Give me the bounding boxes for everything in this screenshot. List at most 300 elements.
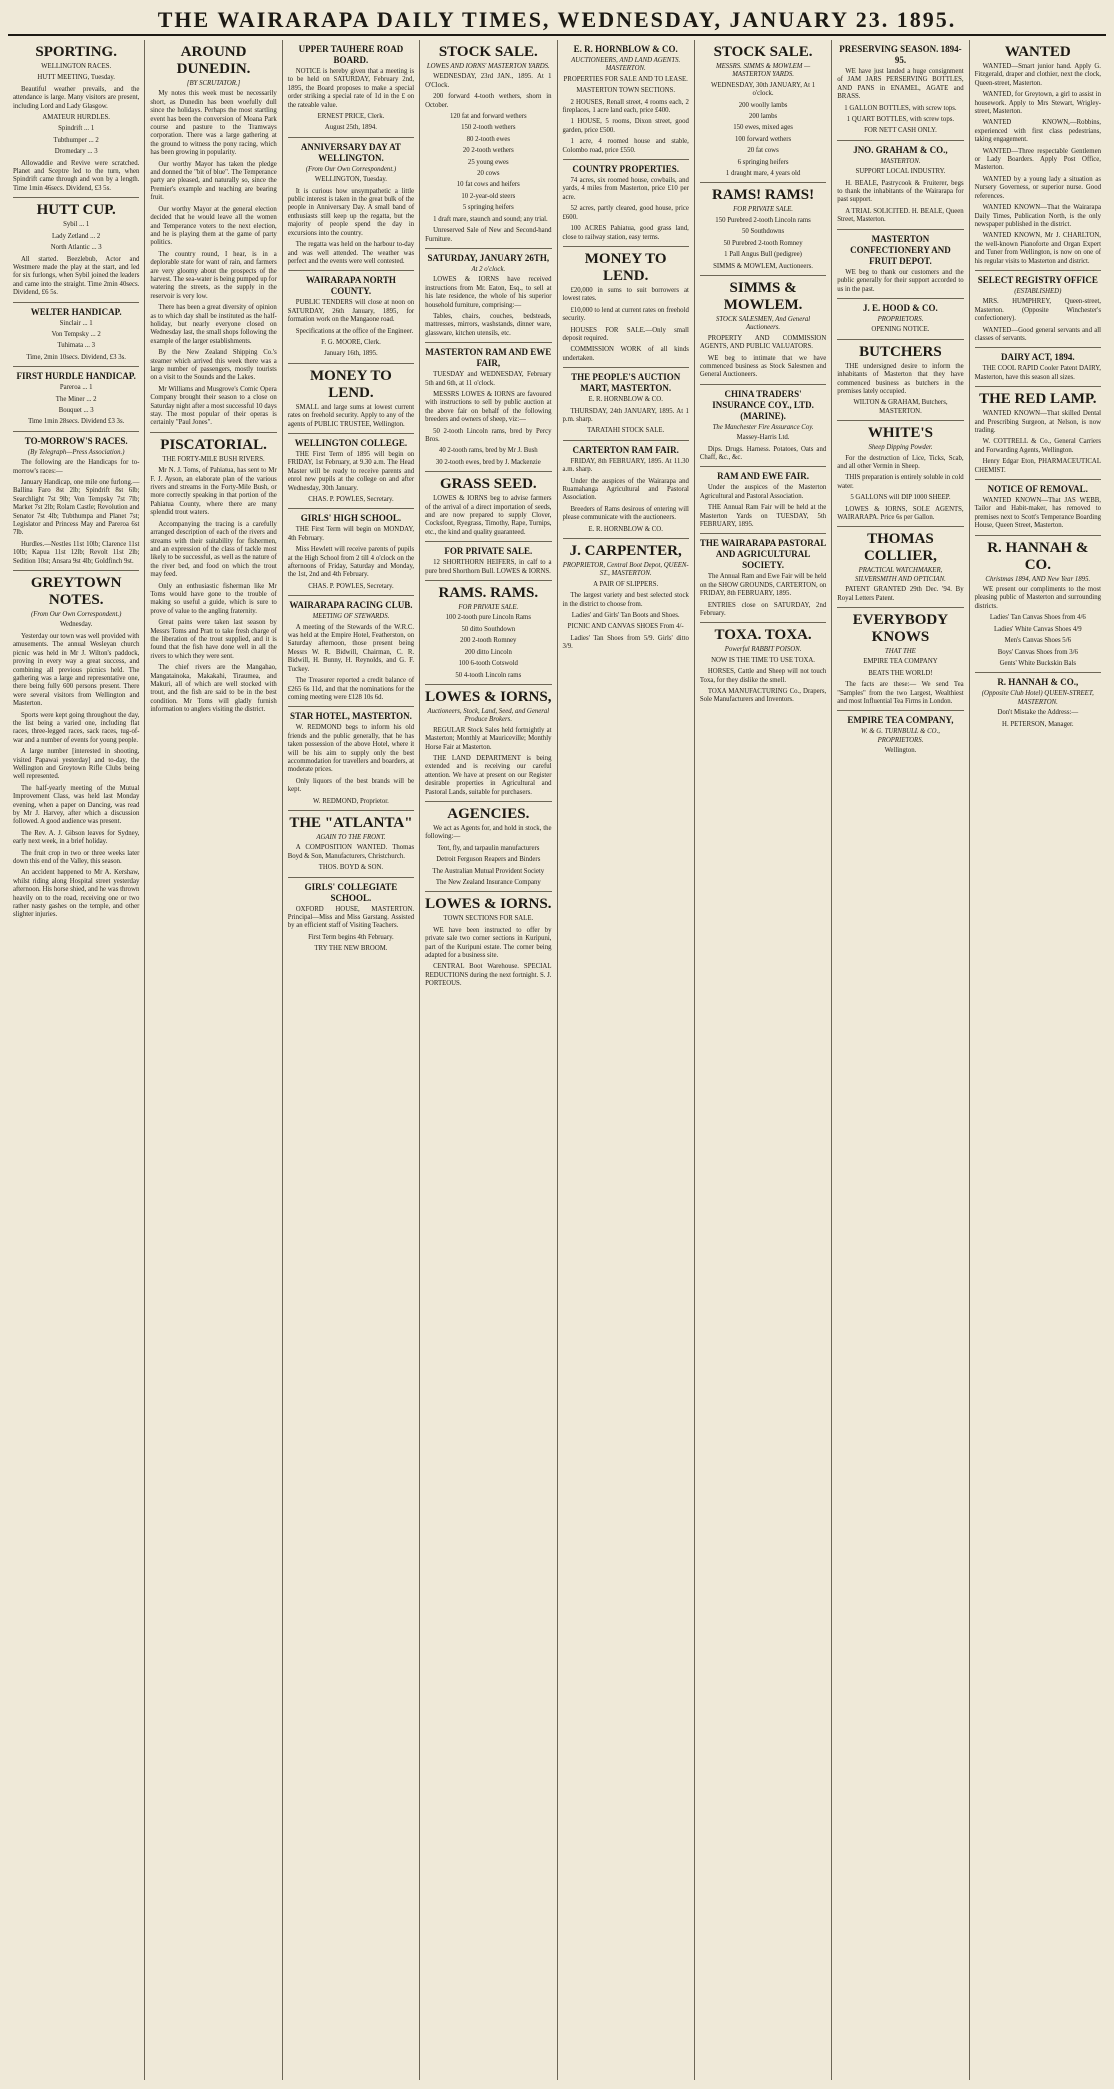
section-divider: [975, 270, 1101, 271]
section-subheading: MESSRS. SIMMS & MOWLEM — MASTERTON YARDS.: [715, 63, 811, 79]
paragraph: Unreserved Sale of New and Second-hand Furniture.: [425, 227, 552, 243]
columns: [8, 40, 1106, 2080]
paragraph: Miss Hewlett will receive parents of pupils at the High School from 2 till 4 o'clock on the afternoons of Friday, Saturday and Monday, the 1st, 2nd and 4th February.: [287, 546, 415, 579]
paragraph: My notes this week must be necessarily short, as Dunedin has been woefully dull since the holidays. Perhaps the most startling event has been the conversion of Moana Park course and pasture to the Tramways corporation. There was a large gathering at the ground to witness the pony racing, which has been growing in popularity.: [150, 90, 277, 157]
paragraph: The regatta was held on the harbour to-day and was well attended. The weather was perfect and the events were well contested.: [287, 241, 415, 265]
paragraph: 20 2-tooth wethers: [462, 147, 514, 155]
paragraph: 52 acres, partly cleared, good house, price £600.: [562, 205, 689, 221]
paragraph: THE First Term of 1895 will begin on FRIDAY, 1st February, at 9.30 a.m. The Head Master will be ready to receive parents and enrol new pupils at the college on and after Wednesday, 30th January.: [287, 450, 415, 492]
paragraph: 120 fat and forward wethers: [450, 113, 527, 121]
section-heading: WAIRARAPA RACING CLUB.: [289, 600, 413, 611]
paragraph: HUTT MEETING, Tuesday.: [37, 74, 115, 82]
paragraph: Sinclair ... 1: [59, 319, 93, 327]
paragraph: 20 cows: [477, 170, 500, 178]
paragraph: Ladies' Tan Shoes from 5/9. Girls' ditto 3/9.: [562, 634, 689, 651]
section-heading: LOWES & IORNS.: [425, 896, 552, 913]
paragraph: 200 2-tooth Romney: [460, 637, 517, 645]
paragraph: The half-yearly meeting of the Mutual Improvement Class, was held last Monday evening, when a paper on Dancing, was read by Mr J. Harvey, after which a discussion followed. A good audience was present.: [13, 784, 140, 826]
paragraph: PROPERTY AND COMMISSION AGENTS, AND PUBLIC VALUATORS.: [699, 334, 827, 351]
paragraph: January Handicap, one mile one furlong.—Ballina Faro 8st 2lb; Spindrift 8st 6lb; Searchlight 7st 9lb; Von Tempsky 7st 7lb; Market 7st 2lb; Rolam Castle; Revolution and Senator 7st 4lb; Tubthumpa and Planet 7st; Legislator and Princess May and Pareroa 6st 7lb.: [13, 479, 140, 537]
paragraph: MRS. HUMPHREY, Queen-street, Masterton. (Opposite Winchester's confectionery).: [974, 298, 1101, 323]
section-heading: GIRLS' HIGH SCHOOL.: [300, 513, 402, 524]
section-subheading: PROPRIETOR, Central Boot Depot, QUEEN-ST., MASTERTON.: [562, 562, 689, 578]
paragraph: Sybil ... 1: [63, 221, 90, 229]
section-subheading: The Manchester Fire Assurance Coy.: [712, 423, 814, 431]
section-divider: [837, 420, 963, 421]
section-divider: [563, 367, 689, 368]
paragraph: 1 GALLON BOTTLES, with screw tops.: [844, 104, 957, 112]
paragraph: THE FORTY-MILE BUSH RIVERS.: [162, 455, 265, 463]
section-heading: JNO. GRAHAM & CO.,: [853, 144, 948, 155]
paragraph: Hurdles.—Nestles 11st 10lb; Clarence 11st 10lb; Kapua 11st 12lb; Revolt 11st 2lb; Sedition 10st; Ansara 9st 4lb; Goldfinch 9st.: [13, 540, 140, 565]
paragraph: WELLINGTON RACES.: [41, 63, 112, 70]
paragraph: WANTED KNOWN, Mr J. CHARLTON, the well-known Pianoforte and Organ Expert and Tuner from Wellington, is now on one of his regular visits to Masterton and district.: [974, 232, 1101, 265]
paragraph: Bouquet ... 3: [58, 406, 94, 414]
section-divider: [837, 607, 963, 608]
paragraph: WANTED—Good general servants and all classes of servants.: [974, 326, 1101, 342]
paragraph: WE have just landed a huge consignment of JAM JARS PERSERVING BOTTLES, AND PANS in ENAMEL, AGATE and BRASS.: [837, 68, 964, 101]
paragraph: The largest variety and best selected stock in the district to choose from.: [562, 592, 689, 608]
paragraph: Sports were kept going throughout the day, the list being a varied one, including flat races, three-legged races, sack races, tug-of-war and a number of events for young people.: [13, 711, 140, 744]
paragraph: EMPIRE TEA COMPANY: [863, 658, 938, 666]
paragraph: WANTED by a young lady a situation as Nursery Governess, or superior nurse. Good references.: [974, 175, 1101, 200]
section-subheading: THAT THE: [885, 648, 916, 656]
paragraph: THE undersigned desire to inform the inhabitants of Masterton that they have commenced business as butchers in the premises lately occupied.: [837, 362, 964, 395]
paragraph: There has been a great diversity of opinion as to which day shall be instituted as the half-holiday, but nearly everyone closed on Wednesday last, the small shops following the example of the larger establishments.: [150, 304, 277, 345]
paragraph: E. R. HORNBLOW & CO.: [588, 525, 663, 533]
paragraph: 200 woolly lambs: [738, 101, 788, 109]
section-divider: [975, 347, 1101, 348]
paragraph: January 16th, 1895.: [324, 350, 378, 358]
paragraph: Boys' Canvas Shoes from 3/6: [997, 648, 1078, 656]
paragraph: 74 acres, six roomed house, cowbails, and yards, 4 miles from Masterton, price £10 per acre.: [562, 177, 689, 201]
section-heading: CHINA TRADERS' INSURANCE COY., LTD. (MARINE).: [712, 388, 814, 421]
section-heading: AROUND DUNEDIN.: [176, 44, 251, 77]
paragraph: LOWES & IORNS, SOLE AGENTS, WAIRARAPA. Price 6s per Gallon.: [837, 505, 964, 521]
section-divider: [288, 595, 414, 596]
paragraph: 1 Pall Angus Bull (pedigree): [724, 251, 802, 259]
section-heading: RAMS. RAMS.: [438, 585, 539, 602]
paragraph: H. PETERSON, Manager.: [1002, 720, 1074, 728]
paragraph: THURSDAY, 24th JANUARY, 1895. At 1 p.m. sharp.: [562, 407, 689, 423]
column-5: [557, 40, 694, 2080]
paragraph: An accident happened to Mr A. Kershaw, whilst riding along Hospital street yesterday afternoon. His horse shied, and he was thrown heavily on to the road, receiving one or two rather nasty gashes on the temple, and other slighter injuries.: [13, 869, 140, 919]
section-heading: STAR HOTEL, MASTERTON.: [289, 711, 412, 722]
paragraph: WANTED KNOWN—That the Wairarapa Daily Times, Publication North, is the only newspaper published in the district.: [974, 204, 1101, 228]
paragraph: We act as Agents for, and hold in stock, the following:—: [425, 824, 552, 841]
paragraph: Specifications at the office of the Engineer.: [295, 327, 414, 335]
paragraph: MESSRS LOWES & IORNS are favoured with instructions to sell by public auction at the above fair on behalf of the following breeders and owners of sheep, viz:—: [425, 390, 552, 424]
paragraph: Spindrift ... 1: [58, 125, 95, 133]
paragraph: Mr Williams and Musgrove's Comic Opera Company brought their season to a close on Saturday night after a most successful 10 days stay. The most popular of their operas is certainly "Paul Jones".: [150, 385, 277, 427]
paragraph: Henry Edgar Eton, PHARMACEUTICAL CHEMIST.: [974, 458, 1101, 474]
paragraph: Tent, fly, and tarpaulin manufacturers: [437, 844, 540, 852]
paragraph: SMALL and large sums at lowest current rates on freehold security. Apply to any of the agents of PUBLIC TRUSTEE, Wellington.: [287, 403, 415, 428]
paragraph: COMMISSION WORK of all kinds undertaken.: [562, 346, 689, 362]
paragraph: The following are the Handicaps for to-morrow's races:—: [13, 459, 140, 475]
section-divider: [975, 479, 1101, 480]
section-divider: [288, 137, 414, 138]
paragraph: 1 draft mare, staunch and sound; any trial.: [433, 215, 548, 223]
paragraph: 50 4-tooth Lincoln rams: [455, 671, 522, 679]
paragraph: 200 forward 4-tooth wethers, shorn in October.: [425, 93, 552, 109]
paragraph: Great pains were taken last season by Messrs Toms and Pratt to take fresh charge of the liberation of the trout supplied, and it is found that the fish have done well in all the rivers to which they were sent.: [150, 619, 277, 660]
section-heading: WHITE'S: [867, 425, 933, 442]
paragraph: 80 2-tooth ewes: [466, 135, 511, 143]
paragraph: Ladies' Tan Canvas Shoes from 4/6: [989, 614, 1086, 622]
paragraph: Tables, chairs, couches, bedsteads, mattresses, mirrors, washstands, dinner ware, glassware, kitchen utensils, etc.: [425, 312, 552, 337]
section-heading: EVERYBODY KNOWS: [852, 612, 949, 646]
paragraph: Time 1min 28secs. Dividend £3 3s.: [28, 418, 125, 426]
paragraph: TRY THE NEW BROOM.: [314, 945, 388, 953]
paragraph: WANTED KNOWN—That skilled Dental and Prescribing Surgeon, at Nelson, is now trading.: [974, 410, 1101, 434]
paragraph: Wellington.: [884, 747, 917, 755]
paragraph: 1 QUART BOTTLES, with screw tops.: [846, 116, 955, 124]
section-divider: [425, 891, 551, 892]
paragraph: TUESDAY and WEDNESDAY, February 5th and 6th, at 11 o'clock.: [425, 371, 552, 387]
paragraph: The facts are these:— We send Tea "Samples" from the two Largest, Wealthiest and most Influential Tea Firms in London.: [837, 681, 964, 706]
paragraph: For the destruction of Lice, Ticks, Scab, and all other Vermin in Sheep.: [837, 454, 964, 470]
section-heading: J. CARPENTER,: [569, 543, 682, 560]
section-heading: THE PEOPLE'S AUCTION MART, MASTERTON.: [571, 372, 681, 394]
section-divider: [563, 159, 689, 160]
section-subheading: (By Telegraph—Press Association.): [27, 448, 125, 456]
section-heading: FIRST HURDLE HANDICAP.: [16, 371, 136, 382]
section-heading: MONEY TO LEND.: [584, 250, 667, 284]
paragraph: Allowaddie and Revive were scratched. Planet and Sceptre led to the turn, when Spindrift came through and won by a length. Time 1min 46secs. Dividend, £3 5s.: [13, 159, 140, 192]
section-divider: [837, 298, 963, 299]
paragraph: The Miner ... 2: [55, 395, 97, 403]
paragraph: 50 2-tooth Lincoln rams, bred by Percy Bros.: [425, 427, 552, 443]
paragraph: 20 fat cows: [747, 147, 779, 155]
section-heading: WELTER HANDICAP.: [30, 306, 122, 317]
paragraph: HOUSES FOR SALE.—Only small deposit required.: [562, 326, 689, 342]
paragraph: CHAS. P. POWLES, Secretary.: [308, 582, 394, 590]
paragraph: Detroit Ferguson Reapers and Binders: [436, 856, 541, 864]
section-divider: [425, 471, 551, 472]
paragraph: The New Zealand Insurance Company: [435, 879, 541, 886]
paragraph: Wednesday.: [59, 621, 93, 629]
paragraph: SUPPORT LOCAL INDUSTRY.: [855, 168, 946, 176]
section-heading: SELECT REGISTRY OFFICE: [977, 274, 1098, 285]
column-8: [969, 40, 1106, 2080]
paragraph: E. R. HORNBLOW & CO.: [588, 396, 663, 404]
paragraph: AMATEUR HURDLES.: [42, 114, 110, 122]
column-3: [282, 40, 419, 2080]
paragraph: The country round, I hear, is in a deplorable state for want of rain, and farmers are very gloomy about the prospects of the harvest. The sea-water is being pumped up for watering the streets, as the supply in the reservoir is very low.: [150, 250, 277, 300]
paragraph: Tubthumper ... 2: [53, 136, 99, 144]
section-subheading: PRACTICAL WATCHMAKER, SILVERSMITH AND OPTICIAN.: [855, 567, 946, 583]
paragraph: Our worthy Mayor has taken the pledge and donned the "bit of blue". The Temperance party are pleased, and naturally so, since the Premier's example and teaching are bearing fruit.: [150, 160, 277, 202]
paragraph: All started. Beezlebub, Actor and Westmere made the play at the start, and led for six furlongs, when Sybil joined the leaders and came into the straight. Time 2min 40secs. Dividend, £6 5s.: [13, 255, 140, 297]
paragraph: ERNEST PRICE, Clerk.: [317, 113, 385, 121]
paragraph: 40 2-tooth rams, bred by Mr J. Bush: [438, 447, 538, 455]
section-heading: UPPER TAUHERE ROAD BOARD.: [298, 44, 404, 65]
paragraph: OPENING NOTICE.: [871, 326, 930, 334]
paragraph: 200 lambs: [748, 113, 778, 121]
paragraph: 6 springing heifers: [737, 158, 789, 166]
section-divider: [563, 440, 689, 441]
section-divider: [563, 246, 689, 247]
section-subheading: (From Our Own Correspondent.): [305, 165, 397, 173]
paragraph: A meeting of the Stewards of the W.R.C. was held at the Empire Hotel, Featherston, on Saturday afternoon, those present being Messrs W. R. Bidwill, Chairman, C. R. Bidwill, H. Bunny, H. Reynolds, and G. F. Tuckey.: [287, 623, 415, 673]
section-divider: [425, 801, 551, 802]
section-heading: THE "ATLANTA": [289, 814, 413, 831]
paragraph: A large number [interested in shooting, visited Papawai yesterday] and to-day, the Wellington and Greytown Rifle Clubs being well represented.: [13, 748, 140, 781]
section-subheading: MASTERTON.: [880, 157, 921, 165]
section-heading: SATURDAY, JANUARY 26TH,: [427, 252, 550, 263]
paragraph: WEDNESDAY, 23rd JAN., 1895. At 1 O'Clock.: [425, 73, 552, 89]
paragraph: Dips. Drugs. Harness. Potatoes, Oats and Chaff, &c., &c.: [699, 445, 827, 461]
section-divider: [425, 248, 551, 249]
paragraph: Time, 2min 10secs. Dividend, £3 3s.: [26, 353, 126, 361]
paragraph: SIMMS & MOWLEM, Auctioneers.: [713, 262, 813, 270]
paragraph: CHAS. P. POWLES, Secretary.: [308, 496, 394, 503]
paragraph: ENTRIES close on SATURDAY, 2nd February.: [699, 601, 827, 618]
section-heading: GREYTOWN NOTES.: [30, 575, 122, 609]
paragraph: The fruit crop in two or three weeks later down this end of the Valley, this season.: [13, 849, 140, 866]
paragraph: NOW IS THE TIME TO USE TOXA.: [711, 656, 816, 664]
section-heading: RAMS! RAMS!: [712, 187, 815, 204]
section-divider: [563, 538, 689, 539]
section-divider: [700, 275, 826, 276]
paragraph: Tuhimata ... 3: [57, 342, 96, 350]
paragraph: 1 acre, 4 roomed house and stable, Colombo road, price £550.: [562, 138, 689, 154]
section-subheading: Sheep Dipping Powder.: [868, 444, 933, 452]
section-divider: [425, 342, 551, 343]
paragraph: Accompanying the tracing is a carefully arranged description of each of the rivers and streams with their suitability for fishermen, and an expression of the class of tackle most likely to be successful, as well as the nature of the river bed, and food on which the trout may feed.: [150, 520, 277, 579]
paragraph: A COMPOSITION WANTED. Thomas Boyd & Son, Manufacturers, Christchurch.: [287, 844, 415, 860]
section-heading: PISCATORIAL.: [160, 436, 267, 453]
section-divider: [288, 363, 414, 364]
paragraph: August 25th, 1894.: [324, 124, 377, 132]
section-divider: [13, 302, 139, 303]
section-heading: HUTT CUP.: [36, 202, 116, 219]
paragraph: THE LAND DEPARTMENT is being extended and is receiving our careful attention. We have at present on our Register desirable properties in Agricultural and Pastoral Lands, suitable for purchasers.: [425, 754, 552, 796]
paragraph: The chief rivers are the Mangahao, Mangatainoka, Makakahi, Tiraumea, and Makuri, all of which are well stocked with trout, and the fish are said to be in the best condition. Mr Toms will gladly furnish information to anglers visiting the district.: [150, 664, 277, 714]
section-divider: [975, 672, 1101, 673]
section-divider: [700, 622, 826, 623]
section-heading: PRESERVING SEASON. 1894-95.: [839, 44, 962, 65]
paragraph: Gents' White Buckskin Bals: [999, 659, 1077, 667]
section-divider: [13, 366, 139, 367]
paragraph: WE beg to intimate that we have commenced business as Stock Salesmen and General Auctioneers.: [699, 354, 827, 379]
paragraph: Ladies' White Canvas Shoes 4/9: [994, 625, 1082, 633]
paragraph: 100 forward wethers: [734, 135, 792, 143]
paragraph: TARATAHI STOCK SALE.: [587, 427, 665, 435]
section-divider: [288, 810, 414, 811]
paragraph: THOS. BOYD & SON.: [318, 864, 384, 872]
paragraph: THIS preparation is entirely soluble in cold water.: [837, 474, 964, 490]
section-subheading: STOCK SALESMEN, And General Auctioneers.: [715, 315, 811, 332]
paragraph: A PAIR OF SLIPPERS.: [593, 580, 659, 588]
paragraph: 5 GALLONS will DIP 1000 SHEEP.: [850, 494, 951, 502]
section-heading: GRASS SEED.: [439, 476, 537, 493]
paragraph: TOWN SECTIONS FOR SALE.: [443, 915, 534, 923]
paragraph: Ladies' and Girls' Tan Boots and Shoes.: [571, 612, 680, 620]
section-subheading: AUCTIONEERS, AND LAND AGENTS. MASTERTON.: [571, 57, 681, 73]
section-divider: [13, 431, 139, 432]
paragraph: 50 Purebred 2-tooth Romney: [723, 239, 803, 247]
newspaper-title: THE WAIRARAPA DAILY TIMES, WEDNESDAY, JANUARY 23. 1895.: [157, 7, 957, 32]
section-heading: EMPIRE TEA COMPANY,: [847, 715, 954, 726]
section-divider: [837, 710, 963, 711]
column-4: [419, 40, 556, 2080]
paragraph: Massey-Harris Ltd.: [736, 434, 790, 442]
section-heading: NOTICE OF REMOVAL.: [987, 484, 1088, 495]
paragraph: WELLINGTON, Tuesday.: [314, 176, 387, 184]
paragraph: It is curious how unsympathetic a little public interest is taken in the great bulk of the people in Anniversary Day. A small band of enthusiasts still keep up the regatta, but the majority of people spend the day in excursions into the country.: [287, 187, 415, 237]
paragraph: REGULAR Stock Sales held fortnightly at Masterton; Monthly at Mauriceville; Monthly Horse Fair at Masterton.: [425, 726, 552, 751]
paragraph: 100 6-tooth Cotswold: [458, 660, 518, 668]
section-divider: [288, 706, 414, 707]
column-7: [831, 40, 968, 2080]
section-subheading: FOR PRIVATE SALE.: [733, 206, 793, 214]
paragraph: Yesterday our town was well provided with amusements. The annual Wesleyan church picnic was held in Mr J. Wilton's paddock, proving in every way a great success, and combining all previous picnics held. The gathering was a large and representative one, there being fully 600 persons present. There were several visitors from Wellington and Masterton.: [13, 632, 140, 708]
section-heading: R. HANNAH & CO.,: [997, 677, 1079, 688]
paragraph: 50 Southdowns: [742, 228, 785, 236]
section-subheading: At 2 o'clock.: [471, 265, 506, 273]
section-heading: MONEY TO LEND.: [310, 367, 392, 401]
section-heading: STOCK SALE.: [438, 44, 538, 60]
masthead: [8, 6, 1106, 36]
paragraph: HORSES, Cattle and Sheep will not touch Toxa, for they dislike the smell.: [699, 668, 827, 684]
paragraph: FOR NETT CASH ONLY.: [864, 127, 937, 135]
section-heading: J. E. HOOD & CO.: [863, 302, 938, 313]
section-divider: [837, 140, 963, 141]
paragraph: 2 HOUSES, Renall street, 4 rooms each, 2 fireplaces, 1 acre land each, price £400.: [562, 98, 689, 115]
section-divider: [425, 580, 551, 581]
paragraph: WE present our compliments to the most pleasing public of Masterton and surrounding districts.: [974, 586, 1101, 610]
section-heading: WAIRARAPA NORTH COUNTY.: [306, 275, 396, 297]
section-heading: RAM AND EWE FAIR.: [717, 471, 809, 482]
paragraph: 1 HOUSE, 5 rooms, Dixon street, good garden, price £500.: [562, 118, 689, 134]
paragraph: North Atlantic ... 3: [50, 244, 102, 252]
paragraph: 50 ditto Southdown: [461, 625, 516, 633]
paragraph: 12 SHORTHORN HEIFERS, in calf to a pure bred Shorthorn Bull. LOWES & IORNS.: [425, 559, 552, 575]
paragraph: LOWES & IORNS have received instructions from Mr. Eaton, Esq., to sell at his late residence, the whole of his superior household furniture, comprising:—: [425, 276, 552, 309]
paragraph: Dromedary ... 3: [54, 148, 98, 156]
section-divider: [837, 339, 963, 340]
paragraph: NOTICE is hereby given that a meeting is to be held on SATURDAY, February 2nd, 1895, the Board proposes to make a special order striking a special rate of 1d in the £ on the rateable value.: [287, 68, 415, 109]
section-subheading: Christmas 1894, AND New Year 1895.: [985, 575, 1091, 583]
section-heading: MASTERTON RAM AND EWE FAIR,: [425, 347, 552, 369]
section-divider: [700, 384, 826, 385]
paragraph: Beautiful weather prevails, and the attendance is large. Many visitors are present, including Lord and Lady Glasgow.: [13, 85, 140, 110]
paragraph: WE have been instructed to offer by private sale two corner sections in Kuripuni, part of the Kuripuni estate. The corner being adapted for a business site.: [425, 926, 552, 960]
paragraph: 150 2-tooth wethers: [461, 124, 516, 132]
paragraph: The Rev. A. J. Gibson leaves for Sydney, early next week, in a brief holiday.: [13, 829, 140, 846]
section-divider: [288, 508, 414, 509]
section-subheading: PROPRIETORS.: [877, 315, 924, 323]
paragraph: 10 2-year-old steers: [461, 192, 516, 200]
paragraph: First Term begins 4th February.: [308, 933, 394, 941]
section-heading: BUTCHERS: [859, 343, 942, 360]
section-divider: [425, 684, 551, 685]
paragraph: Our worthy Mayor at the general election decided that he would leave all the women and Temperance voters to the next election, and he is playing them at the game of party politics.: [150, 205, 277, 247]
section-subheading: Auctioneers, Stock, Land, Seed, and General Produce Brokers.: [427, 707, 550, 724]
section-subheading: (From Our Own Correspondent.): [30, 611, 122, 619]
section-heading: WANTED: [1004, 44, 1071, 60]
paragraph: Pareroa ... 1: [59, 384, 93, 392]
section-heading: CARTERTON RAM FAIR.: [572, 444, 679, 455]
section-divider: [150, 432, 276, 433]
column-1: [8, 40, 144, 2080]
section-heading: FOR PRIVATE SALE.: [444, 546, 533, 557]
paragraph: PATENT GRANTED 29th Dec. '94. By Royal Letters Patent.: [837, 586, 964, 602]
paragraph: MASTERTON TOWN SECTIONS.: [576, 87, 676, 95]
paragraph: THE First Term will begin on MONDAY, 4th February.: [287, 526, 415, 542]
paragraph: The Australian Mutual Provident Society: [432, 867, 545, 875]
paragraph: FRIDAY, 8th FEBRUARY, 1895. At 11.30 a.m. sharp.: [562, 457, 689, 474]
paragraph: BEATS THE WORLD!: [868, 669, 933, 677]
column-2: [144, 40, 281, 2080]
paragraph: THE COOL RAPID Cooler Patent DAIRY, Masterton, have this season all sizes.: [974, 365, 1101, 381]
paragraph: WANTED KNOWN,—Robbins, experienced with first class pedestrians, taking engagement.: [974, 119, 1101, 144]
section-heading: E. R. HORNBLOW & CO.: [573, 44, 678, 54]
section-divider: [425, 541, 551, 542]
paragraph: 200 ditto Lincoln: [464, 648, 512, 656]
paragraph: 10 fat cows and heifers: [456, 181, 520, 189]
section-heading: R. HANNAH & CO.: [987, 539, 1089, 573]
section-subheading: Powerful RABBIT POISON.: [724, 646, 802, 654]
paragraph: 25 young ewes: [467, 158, 509, 166]
section-heading: THOMAS COLLIER,: [863, 531, 937, 565]
section-subheading: (Opposite Club Hotel) QUEEN-STREET, MASTERTON.: [981, 690, 1094, 706]
paragraph: 1 draught mare, 4 years old: [725, 170, 801, 178]
paragraph: H. BEALE, Pastrycook & Fruiterer, begs to thank the inhabitants of the Wairarapa for past support.: [837, 179, 964, 204]
section-heading: COUNTRY PROPERTIES.: [572, 164, 679, 175]
paragraph: Don't Mistake the Address:—: [997, 709, 1079, 717]
section-heading: WELLINGTON COLLEGE.: [294, 437, 408, 448]
paragraph: WANTED—Smart junior hand. Apply G. Fitzgerald, draper and clothier, next the clock, Queen-street, Masterton.: [974, 63, 1101, 87]
section-heading: STOCK SALE.: [713, 44, 813, 60]
paragraph: Under the auspices of the Wairarapa and Ruamahanga Agricultural and Pastoral Association.: [562, 477, 689, 502]
section-heading: GIRLS' COLLEGIATE SCHOOL.: [304, 881, 398, 903]
section-divider: [13, 570, 139, 571]
section-subheading: [BY SCRUTATOR.]: [186, 80, 241, 87]
paragraph: W. COTTRELL & Co., General Carriers and Forwarding Agents, Wellington.: [974, 438, 1101, 454]
paragraph: WE beg to thank our customers and the public generally for their support accorded to us in the past.: [837, 268, 964, 293]
paragraph: PUBLIC TENDERS will close at noon on SATURDAY, 26th January, 1895, for formation work on the Mangaone road.: [287, 299, 415, 324]
section-heading: THE RED LAMP.: [979, 391, 1097, 408]
section-heading: AGENCIES.: [447, 805, 530, 822]
section-heading: LOWES & IORNS,: [425, 688, 552, 705]
section-subheading: AGAIN TO THE FRONT.: [316, 833, 386, 841]
section-heading: ANNIVERSARY DAY AT WELLINGTON.: [300, 141, 401, 163]
section-heading: SIMMS & MOWLEM.: [723, 279, 803, 313]
paragraph: OXFORD HOUSE, MASTERTON. Principal—Miss and Miss Garstang. Assisted by an efficient staff of Visiting Teachers.: [287, 905, 415, 930]
paragraph: 100 ACRES Pahiatua, good grass land, close to railway station, easy terms.: [562, 225, 689, 241]
paragraph: Men's Canvas Shoes 5/6: [1004, 637, 1071, 645]
paragraph: Mr N. J. Toms, of Pahiatua, has sent to Mr F. J. Ayson, an elaborate plan of the various rivers and streams in the Forty-Mile Bush, or more correctly speaking in that portion of the Pahiatua County, where there are many splendid trout waters.: [150, 467, 277, 517]
section-divider: [975, 535, 1101, 536]
section-divider: [13, 197, 139, 198]
paragraph: By the New Zealand Shipping Co.'s steamer which arrived this week there was a large number of passengers, mostly tourists on a visit to the Sounds and the Lakes.: [150, 349, 277, 382]
paragraph: 100 2-tooth pure Lincoln Rams: [445, 614, 531, 622]
paragraph: Lady Zetland ... 2: [52, 232, 101, 240]
paragraph: PICNIC AND CANVAS SHOES From 4/-: [567, 623, 684, 631]
section-subheading: (ESTABLISHED): [1014, 287, 1062, 295]
section-subheading: LOWES AND IORNS' MASTERTON YARDS.: [426, 63, 550, 70]
paragraph: WANTED, for Greytown, a girl to assist in housework. Apply to Mrs Stewart, Wrigley-street, Masterton.: [974, 91, 1101, 116]
paragraph: The Treasurer reported a credit balance of £265 6s 11d, and that the nominations for the coming meeting were £128 10s 6d.: [287, 677, 415, 701]
paragraph: WEDNESDAY, 30th JANUARY, At 1 o'clock.: [711, 81, 816, 98]
section-divider: [700, 533, 826, 534]
section-subheading: W. & G. TURNBULL & CO., PROPRIETORS.: [860, 728, 940, 744]
section-subheading: MEETING OF STEWARDS.: [312, 613, 390, 621]
paragraph: W. REDMOND, Proprietor.: [313, 797, 389, 805]
